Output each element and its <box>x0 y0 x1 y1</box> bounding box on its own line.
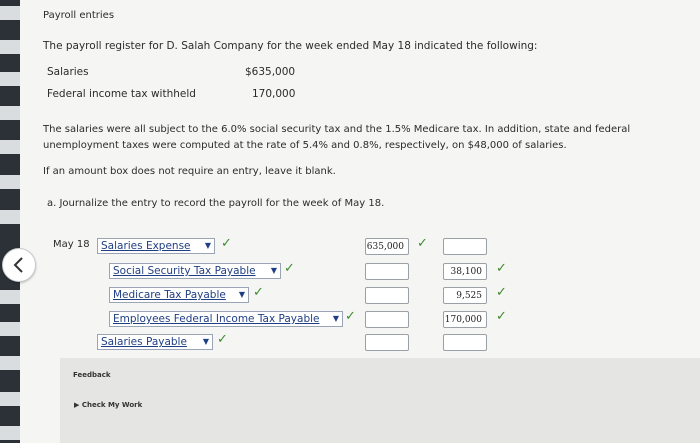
check-my-work-link[interactable] <box>74 401 142 409</box>
check-icon: ✓ <box>253 285 264 300</box>
account-select-1[interactable] <box>97 238 215 254</box>
check-icon: ✓ <box>496 261 507 276</box>
account-select-1-label: Salaries Expense <box>101 240 191 252</box>
check-my-work-label: Check My Work <box>81 401 143 409</box>
check-icon: ✓ <box>345 309 356 324</box>
salaries-value: $635,000 <box>245 66 296 78</box>
intro-text: The payroll register for D. Salah Company for the week ended May 18 indicated the following: <box>43 40 538 52</box>
chevron-down-icon: ▼ <box>202 337 209 346</box>
paragraph-line-1: The salaries were all subject to the 6.0% social security tax and the 1.5% Medicare tax. In addition, state and federal <box>43 124 631 135</box>
check-icon: ✓ <box>284 261 295 276</box>
blank-note: If an amount box does not require an entry, leave it blank. <box>43 166 336 177</box>
debit-input-1[interactable]: 635,000 <box>365 238 409 255</box>
account-select-4-label: Employees Federal Income Tax Payable <box>113 313 320 325</box>
monitor-bezel <box>0 0 20 443</box>
account-select-3[interactable] <box>109 287 249 303</box>
chevron-down-icon: ▼ <box>238 290 245 299</box>
debit-input-2[interactable] <box>365 263 409 280</box>
check-icon: ✓ <box>221 236 232 251</box>
check-icon: ✓ <box>217 332 228 347</box>
debit-input-5[interactable] <box>365 334 409 351</box>
question-a: a. Journalize the entry to record the payroll for the week of May 18. <box>47 198 385 209</box>
debit-input-3[interactable] <box>365 287 409 304</box>
account-select-4[interactable] <box>109 311 343 327</box>
check-icon: ✓ <box>417 236 428 251</box>
fit-value: 170,000 <box>252 88 296 100</box>
account-select-2[interactable] <box>109 263 281 279</box>
feedback-panel <box>60 358 700 443</box>
account-select-2-label: Social Security Tax Payable <box>113 265 256 277</box>
account-select-3-label: Medicare Tax Payable <box>113 289 226 301</box>
chevron-down-icon: ▼ <box>270 266 277 275</box>
account-select-5[interactable] <box>97 334 213 350</box>
credit-input-5[interactable] <box>443 334 487 351</box>
page-title: Payroll entries <box>43 10 115 21</box>
credit-input-2[interactable]: 38,100 <box>443 263 487 280</box>
chevron-left-icon <box>10 256 28 274</box>
credit-input-4[interactable]: 170,000 <box>443 311 487 328</box>
fit-label: Federal income tax withheld <box>47 88 196 100</box>
journal-date: May 18 <box>53 239 90 250</box>
check-icon: ✓ <box>496 309 507 324</box>
debit-input-4[interactable] <box>365 311 409 328</box>
triangle-right-icon: ▶ <box>74 401 80 409</box>
credit-input-1[interactable] <box>443 238 487 255</box>
chevron-down-icon: ▼ <box>332 314 339 323</box>
paragraph-line-2: unemployment taxes were computed at the rate of 5.4% and 0.8%, respectively, on $48,000 of salaries. <box>43 140 567 151</box>
back-button[interactable] <box>2 248 36 282</box>
check-icon: ✓ <box>496 285 507 300</box>
salaries-label: Salaries <box>47 66 89 78</box>
credit-input-3[interactable]: 9,525 <box>443 287 487 304</box>
feedback-label: Feedback <box>73 371 111 379</box>
chevron-down-icon: ▼ <box>204 241 211 250</box>
account-select-5-label: Salaries Payable <box>101 336 187 348</box>
